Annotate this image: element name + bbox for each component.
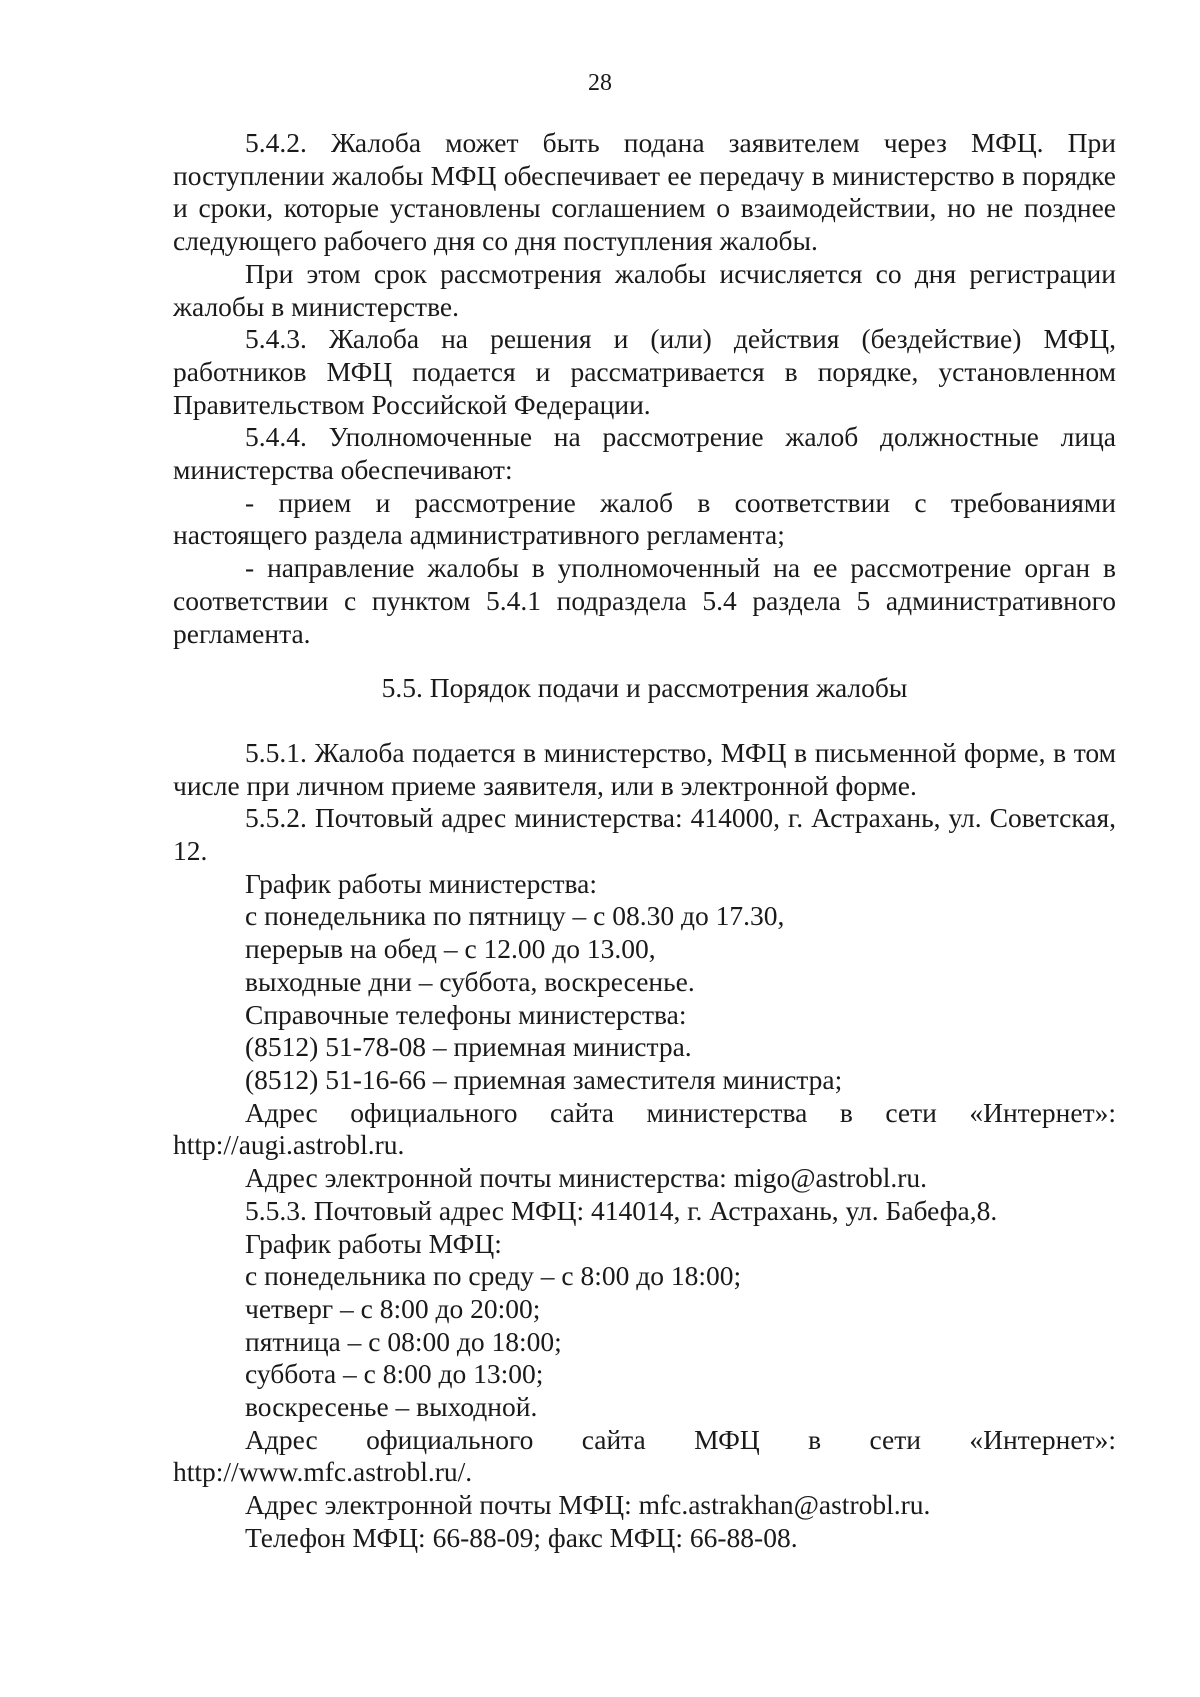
paragraph: Адрес электронной почты министерства: migo@astrobl.ru. [245,1162,928,1194]
paragraph: (8512) 51-16-66 – приемная заместителя министра; [245,1063,843,1095]
paragraph: 5.4.4. Уполномоченные на рассмотрение жалоб должностные лица министерства обеспечивают: [173,421,1116,486]
paragraph: (8512) 51-78-08 – приемная министра. [245,1031,692,1063]
paragraph: - прием и рассмотрение жалоб в соответствии с требованиями настоящего раздела административного регламента; [173,486,1116,551]
paragraph: 5.5.1. Жалоба подается в министерство, МФЦ в письменной форме, в том числе при личном приеме заявителя, или в электронной форме. [173,736,1116,801]
paragraph: 5.4.3. Жалоба на решения и (или) действия (бездействие) МФЦ, работников МФЦ подается и рассматривается в порядке, установленном Правительством Российской Федерации. [173,323,1116,420]
paragraph: - направление жалобы в уполномоченный на ее рассмотрение орган в соответствии с пунктом 5.4.1 подраздела 5.4 раздела 5 административного регламента. [173,552,1116,649]
paragraph: Справочные телефоны министерства: [245,998,687,1030]
paragraph: 5.5.2. Почтовый адрес министерства: 414000, г. Астрахань, ул. Советская, 12. [173,802,1116,867]
paragraph: воскресенье – выходной. [245,1391,538,1423]
paragraph: четверг – с 8:00 до 20:00; [245,1292,541,1324]
paragraph: 5.5.3. Почтовый адрес МФЦ: 414014, г. Астрахань, ул. Бабефа,8. [245,1194,998,1226]
document-body [173,127,1116,1555]
paragraphs-after [173,737,1116,1555]
paragraph: 5.4.2. Жалоба может быть подана заявителем через МФЦ. При поступлении жалобы МФЦ обеспечивает ее передачу в министерство в порядке и сроки, которые установлены соглашением о взаимодействии, но не позднее следующего рабочего дня со дня поступления жалобы. [173,127,1116,257]
paragraph: При этом срок рассмотрения жалобы исчисляется со дня регистрации жалобы в министерстве. [173,257,1116,322]
paragraph: суббота – с 8:00 до 13:00; [245,1358,544,1390]
paragraph: График работы министерства: [245,867,598,899]
paragraph: пятница – с 08:00 до 18:00; [245,1325,562,1357]
paragraph: График работы МФЦ: [245,1227,502,1259]
paragraph: выходные дни – суббота, воскресенье. [245,965,695,997]
paragraph: Телефон МФЦ: 66-88-09; факс МФЦ: 66-88-08. [245,1521,798,1553]
paragraph: с понедельника по среду – с 8:00 до 18:00; [245,1260,742,1292]
page-number: 28 [588,70,612,96]
paragraphs-before [173,127,1116,650]
paragraph: Адрес официального сайта МФЦ в сети «Интернет»: http://www.mfc.astrobl.ru/. [173,1423,1116,1488]
paragraph: с понедельника по пятницу – с 08.30 до 17.30, [245,900,785,932]
paragraph: Адрес электронной почты МФЦ: mfc.astrakhan@astrobl.ru. [245,1489,931,1521]
paragraph: перерыв на обед – с 12.00 до 13.00, [245,933,656,965]
paragraph: Адрес официального сайта министерства в сети «Интернет»: http://augi.astrobl.ru. [173,1096,1116,1161]
section-heading: 5.5. Порядок подачи и рассмотрения жалобы [381,672,908,704]
